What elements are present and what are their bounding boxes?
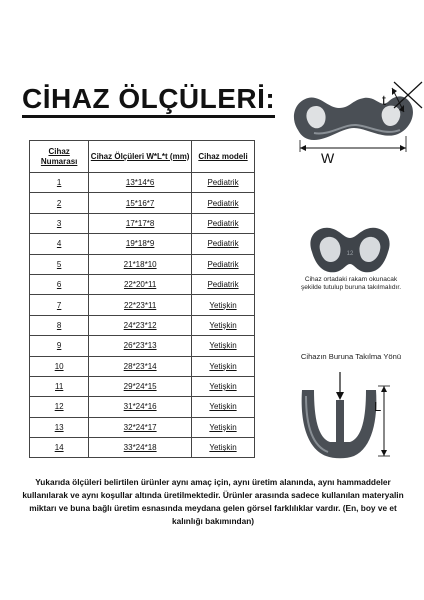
t-label: t xyxy=(382,92,386,108)
w-label: W xyxy=(321,150,335,166)
table-row xyxy=(30,173,255,193)
device-model-cell: Yetişkin xyxy=(192,315,255,335)
device-model-cell: Yetişkin xyxy=(192,295,255,315)
size-table xyxy=(29,140,255,458)
table-row xyxy=(30,213,255,233)
device-number-cell: 4 xyxy=(30,234,89,254)
device-model-cell: Yetişkin xyxy=(192,356,255,376)
table-row xyxy=(30,315,255,335)
device-size-cell: 24*23*12 xyxy=(89,315,192,335)
device-model-cell: Pediatrik xyxy=(192,213,255,233)
device-number-cell: 1 xyxy=(30,173,89,193)
device-size-cell: 28*23*14 xyxy=(89,356,192,376)
device-size-cell: 22*23*11 xyxy=(89,295,192,315)
table-row xyxy=(30,397,255,417)
device-size-cell: 22*20*11 xyxy=(89,274,192,294)
device-number-mark: 12 xyxy=(346,251,354,257)
table-row xyxy=(30,295,255,315)
device-number-cell: 2 xyxy=(30,193,89,213)
device-model-cell: Yetişkin xyxy=(192,376,255,396)
device-number-cell: 11 xyxy=(30,376,89,396)
footer-note: Yukarıda ölçüleri belirtilen ürünler aynı amaç için, aynı üretim alanında, aynı hammaddeler kullanılarak ve aynı koşullar altında üretilmektedir. Ürünler arasında sadece kullanılan materyalin miktarı ve buna bağlı üretim esnasında meydana gelen görsel farklılıklar vardır. (En, boy ve et kalınlığı bakımından) xyxy=(22,477,404,526)
table-row xyxy=(30,336,255,356)
device-number-cell: 9 xyxy=(30,336,89,356)
table-row xyxy=(30,254,255,274)
device-number-cell: 13 xyxy=(30,417,89,437)
number-caption: Cihaz ortadaki rakam okunacak şekilde tutulup buruna takılmalıdır. xyxy=(300,276,402,291)
device-size-cell: 17*17*8 xyxy=(89,213,192,233)
device-number-cell: 6 xyxy=(30,274,89,294)
insertion-direction-figure xyxy=(292,370,402,470)
device-size-cell: 26*23*13 xyxy=(89,336,192,356)
device-size-cell: 13*14*6 xyxy=(89,173,192,193)
device-size-cell: 31*24*16 xyxy=(89,397,192,417)
table-row xyxy=(30,356,255,376)
device-number-cell: 5 xyxy=(30,254,89,274)
device-model-cell: Pediatrik xyxy=(192,274,255,294)
header-device-size: Cihaz Ölçüleri W*L*t (mm) xyxy=(89,141,192,173)
table-row xyxy=(30,438,255,458)
table-row xyxy=(30,274,255,294)
table-row xyxy=(30,376,255,396)
table-header-row xyxy=(30,141,255,173)
device-number-cell: 7 xyxy=(30,295,89,315)
l-label: L xyxy=(374,399,382,414)
device-front-view-figure xyxy=(300,222,400,282)
device-model-cell: Yetişkin xyxy=(192,438,255,458)
nasal-device-shape xyxy=(294,96,413,140)
device-model-cell: Yetişkin xyxy=(192,417,255,437)
device-size-cell: 19*18*9 xyxy=(89,234,192,254)
device-size-cell: 29*24*15 xyxy=(89,376,192,396)
device-number-cell: 10 xyxy=(30,356,89,376)
device-top-view-figure xyxy=(284,78,424,173)
device-model-cell: Pediatrik xyxy=(192,193,255,213)
page-title: CİHAZ ÖLÇÜLERİ: xyxy=(22,84,275,118)
device-number-cell: 12 xyxy=(30,397,89,417)
header-device-model: Cihaz modeli xyxy=(192,141,255,173)
device-number-cell: 8 xyxy=(30,315,89,335)
device-model-cell: Pediatrik xyxy=(192,234,255,254)
device-model-cell: Yetişkin xyxy=(192,336,255,356)
device-number-cell: 3 xyxy=(30,213,89,233)
header-device-number: Cihaz Numarası xyxy=(30,141,89,173)
device-model-cell: Yetişkin xyxy=(192,397,255,417)
table-row xyxy=(30,193,255,213)
device-number-cell: 14 xyxy=(30,438,89,458)
direction-caption: Cihazın Buruna Takılma Yönü xyxy=(300,352,402,361)
device-size-cell: 33*24*18 xyxy=(89,438,192,458)
device-model-cell: Pediatrik xyxy=(192,254,255,274)
device-size-cell: 32*24*17 xyxy=(89,417,192,437)
device-size-cell: 15*16*7 xyxy=(89,193,192,213)
device-size-cell: 21*18*10 xyxy=(89,254,192,274)
table-row xyxy=(30,234,255,254)
table-row xyxy=(30,417,255,437)
device-model-cell: Pediatrik xyxy=(192,173,255,193)
